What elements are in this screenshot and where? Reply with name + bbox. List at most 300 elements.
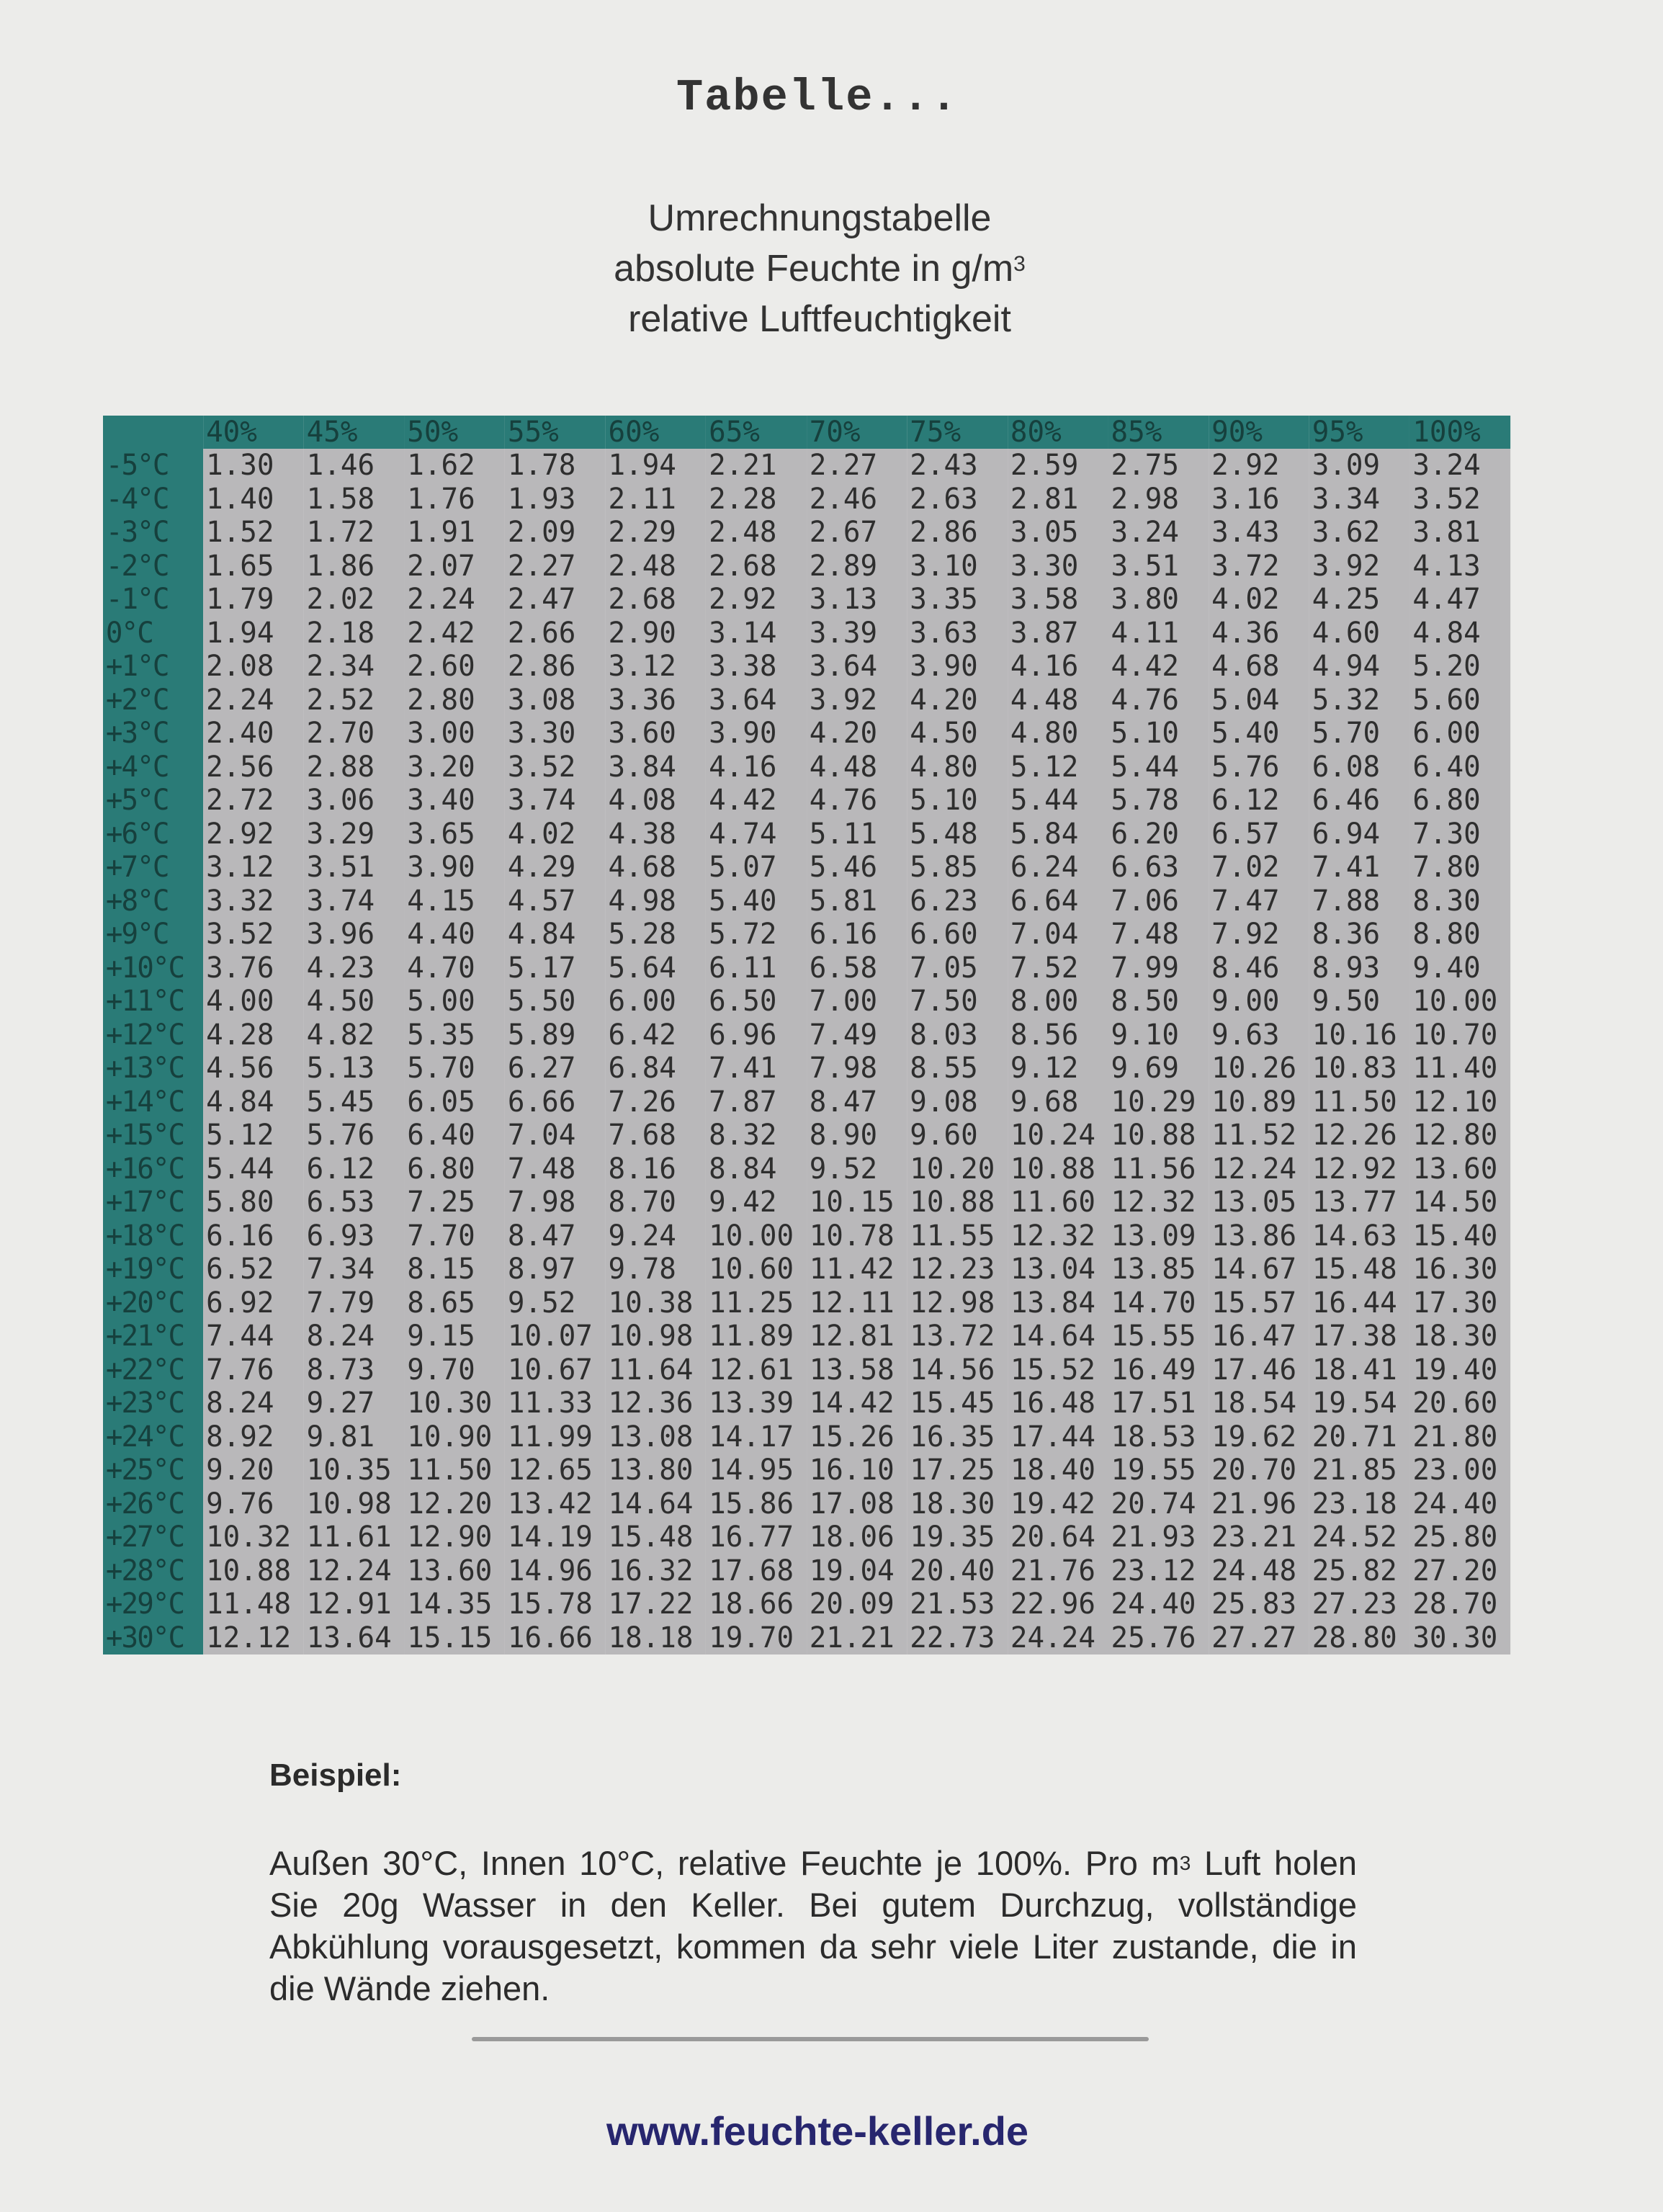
column-header: 80% xyxy=(1008,416,1108,449)
table-cell: 3.52 xyxy=(203,918,304,951)
table-cell: 17.46 xyxy=(1209,1353,1309,1387)
table-cell: 2.43 xyxy=(907,449,1008,483)
table-cell: 6.12 xyxy=(304,1152,405,1186)
example-text-part-2: Luft holen Sie 20g Wasser in den Keller. Bei gutem Durchzug, vollständige Abkühlung vorausgesetzt, kommen da sehr viele Liter zustande, die in die Wände ziehen. xyxy=(269,1844,1358,2007)
table-cell: 17.51 xyxy=(1108,1387,1209,1420)
table-cell: 10.30 xyxy=(404,1387,505,1420)
table-cell: 5.81 xyxy=(807,885,907,918)
table-cell: 4.94 xyxy=(1309,650,1410,684)
row-header-temperature: +8°C xyxy=(103,885,203,918)
table-cell: 6.12 xyxy=(1209,784,1309,818)
table-cell: 9.42 xyxy=(706,1186,807,1219)
table-cell: 19.62 xyxy=(1209,1420,1309,1454)
table-cell: 15.15 xyxy=(404,1621,505,1655)
row-header-temperature: +24°C xyxy=(103,1420,203,1454)
table-cell: 17.38 xyxy=(1309,1320,1410,1353)
table-cell: 1.62 xyxy=(404,449,505,483)
table-cell: 6.16 xyxy=(203,1219,304,1253)
table-row xyxy=(103,1353,1510,1387)
table-cell: 2.67 xyxy=(807,516,907,550)
table-cell: 12.10 xyxy=(1409,1085,1510,1119)
table-cell: 7.98 xyxy=(807,1052,907,1085)
table-cell: 3.51 xyxy=(304,851,405,885)
table-cell: 2.60 xyxy=(404,650,505,684)
table-cell: 9.68 xyxy=(1008,1085,1108,1119)
table-cell: 8.03 xyxy=(907,1018,1008,1052)
table-cell: 3.65 xyxy=(404,818,505,851)
table-cell: 12.23 xyxy=(907,1253,1008,1286)
table-cell: 7.25 xyxy=(404,1186,505,1219)
table-cell: 2.72 xyxy=(203,784,304,818)
table-cell: 19.04 xyxy=(807,1554,907,1588)
row-header-temperature: +1°C xyxy=(103,650,203,684)
table-cell: 3.80 xyxy=(1108,583,1209,617)
table-cell: 7.92 xyxy=(1209,918,1309,951)
table-cell: 6.58 xyxy=(807,951,907,985)
table-cell: 8.00 xyxy=(1008,985,1108,1018)
table-cell: 12.32 xyxy=(1108,1186,1209,1219)
table-cell: 21.21 xyxy=(807,1621,907,1655)
table-cell: 3.13 xyxy=(807,583,907,617)
table-row xyxy=(103,1420,1510,1454)
table-cell: 18.40 xyxy=(1008,1454,1108,1487)
table-cell: 6.40 xyxy=(1409,751,1510,784)
table-cell: 5.89 xyxy=(505,1018,606,1052)
row-header-temperature: +5°C xyxy=(103,784,203,818)
table-cell: 5.10 xyxy=(907,784,1008,818)
table-cell: 12.26 xyxy=(1309,1119,1410,1152)
table-row xyxy=(103,717,1510,751)
table-cell: 16.77 xyxy=(706,1521,807,1554)
table-cell: 6.64 xyxy=(1008,885,1108,918)
table-cell: 12.36 xyxy=(606,1387,707,1420)
table-cell: 18.18 xyxy=(606,1621,707,1655)
table-cell: 10.67 xyxy=(505,1353,606,1387)
table-cell: 8.90 xyxy=(807,1119,907,1152)
table-cell: 5.64 xyxy=(606,951,707,985)
table-cell: 11.50 xyxy=(1309,1085,1410,1119)
table-row xyxy=(103,1286,1510,1320)
table-cell: 2.21 xyxy=(706,449,807,483)
table-cell: 16.10 xyxy=(807,1454,907,1487)
table-cell: 15.57 xyxy=(1209,1286,1309,1320)
table-cell: 2.29 xyxy=(606,516,707,550)
table-cell: 7.41 xyxy=(706,1052,807,1085)
table-cell: 5.48 xyxy=(907,818,1008,851)
table-cell: 7.49 xyxy=(807,1018,907,1052)
table-cell: 3.84 xyxy=(606,751,707,784)
table-cell: 9.81 xyxy=(304,1420,405,1454)
table-cell: 6.23 xyxy=(907,885,1008,918)
table-cell: 14.17 xyxy=(706,1420,807,1454)
table-row xyxy=(103,784,1510,818)
table-cell: 11.52 xyxy=(1209,1119,1309,1152)
table-cell: 22.73 xyxy=(907,1621,1008,1655)
table-cell: 9.10 xyxy=(1108,1018,1209,1052)
table-cell: 4.02 xyxy=(1209,583,1309,617)
table-cell: 6.08 xyxy=(1309,751,1410,784)
table-cell: 13.39 xyxy=(706,1387,807,1420)
website-link[interactable]: www.feuchte-keller.de xyxy=(606,2108,1029,2154)
subtitle-line-1: Umrechnungstabelle xyxy=(647,197,992,239)
table-cell: 10.00 xyxy=(706,1219,807,1253)
row-header-temperature: +20°C xyxy=(103,1286,203,1320)
table-cell: 27.23 xyxy=(1309,1588,1410,1621)
table-row xyxy=(103,818,1510,851)
table-cell: 13.77 xyxy=(1309,1186,1410,1219)
table-cell: 1.72 xyxy=(304,516,405,550)
table-cell: 21.53 xyxy=(907,1588,1008,1621)
table-cell: 8.15 xyxy=(404,1253,505,1286)
table-cell: 1.78 xyxy=(505,449,606,483)
table-cell: 6.80 xyxy=(404,1152,505,1186)
table-cell: 3.38 xyxy=(706,650,807,684)
table-cell: 4.36 xyxy=(1209,617,1309,650)
table-row xyxy=(103,1521,1510,1554)
table-cell: 17.44 xyxy=(1008,1420,1108,1454)
table-cell: 3.76 xyxy=(203,951,304,985)
table-cell: 8.36 xyxy=(1309,918,1410,951)
table-row xyxy=(103,1152,1510,1186)
table-cell: 18.30 xyxy=(1409,1320,1510,1353)
table-cell: 14.63 xyxy=(1309,1219,1410,1253)
table-cell: 23.21 xyxy=(1209,1521,1309,1554)
table-cell: 6.40 xyxy=(404,1119,505,1152)
table-cell: 7.06 xyxy=(1108,885,1209,918)
table-cell: 7.48 xyxy=(505,1152,606,1186)
table-cell: 10.16 xyxy=(1309,1018,1410,1052)
table-cell: 4.76 xyxy=(1108,684,1209,717)
column-header: 65% xyxy=(706,416,807,449)
table-cell: 13.60 xyxy=(1409,1152,1510,1186)
table-cell: 1.91 xyxy=(404,516,505,550)
row-header-temperature: +25°C xyxy=(103,1454,203,1487)
table-cell: 13.04 xyxy=(1008,1253,1108,1286)
table-row xyxy=(103,1487,1510,1521)
table-cell: 5.12 xyxy=(203,1119,304,1152)
table-cell: 18.54 xyxy=(1209,1387,1309,1420)
table-cell: 2.59 xyxy=(1008,449,1108,483)
superscript-3: 3 xyxy=(1013,252,1026,276)
table-cell: 4.40 xyxy=(404,918,505,951)
table-cell: 16.49 xyxy=(1108,1353,1209,1387)
table-cell: 6.46 xyxy=(1309,784,1410,818)
table-cell: 3.52 xyxy=(1409,483,1510,516)
table-cell: 5.76 xyxy=(1209,751,1309,784)
table-cell: 4.48 xyxy=(807,751,907,784)
row-header-temperature: +30°C xyxy=(103,1621,203,1655)
table-cell: 2.27 xyxy=(807,449,907,483)
table-cell: 4.84 xyxy=(203,1085,304,1119)
table-cell: 11.40 xyxy=(1409,1052,1510,1085)
table-cell: 2.68 xyxy=(706,550,807,583)
table-cell: 3.16 xyxy=(1209,483,1309,516)
table-cell: 3.74 xyxy=(505,784,606,818)
table-cell: 18.41 xyxy=(1309,1353,1410,1387)
table-cell: 21.80 xyxy=(1409,1420,1510,1454)
table-cell: 27.27 xyxy=(1209,1621,1309,1655)
horizontal-divider xyxy=(472,2037,1149,2041)
table-cell: 2.27 xyxy=(505,550,606,583)
table-cell: 5.84 xyxy=(1008,818,1108,851)
table-cell: 9.52 xyxy=(505,1286,606,1320)
table-cell: 3.29 xyxy=(304,818,405,851)
table-cell: 8.73 xyxy=(304,1353,405,1387)
table-cell: 8.24 xyxy=(304,1320,405,1353)
table-cell: 21.96 xyxy=(1209,1487,1309,1521)
table-cell: 4.20 xyxy=(907,684,1008,717)
table-cell: 4.76 xyxy=(807,784,907,818)
table-cell: 4.16 xyxy=(1008,650,1108,684)
table-cell: 2.48 xyxy=(706,516,807,550)
table-cell: 25.80 xyxy=(1409,1521,1510,1554)
table-cell: 8.47 xyxy=(505,1219,606,1253)
table-cell: 21.93 xyxy=(1108,1521,1209,1554)
table-cell: 14.64 xyxy=(1008,1320,1108,1353)
table-cell: 2.24 xyxy=(404,583,505,617)
table-cell: 13.86 xyxy=(1209,1219,1309,1253)
table-cell: 16.35 xyxy=(907,1420,1008,1454)
table-cell: 12.12 xyxy=(203,1621,304,1655)
table-cell: 12.65 xyxy=(505,1454,606,1487)
table-cell: 13.58 xyxy=(807,1353,907,1387)
row-header-temperature: -1°C xyxy=(103,583,203,617)
table-cell: 18.30 xyxy=(907,1487,1008,1521)
table-cell: 20.60 xyxy=(1409,1387,1510,1420)
humidity-table-container xyxy=(103,416,1539,1654)
table-cell: 3.05 xyxy=(1008,516,1108,550)
table-cell: 9.70 xyxy=(404,1353,505,1387)
table-cell: 10.32 xyxy=(203,1521,304,1554)
column-header: 95% xyxy=(1309,416,1410,449)
table-cell: 3.62 xyxy=(1309,516,1410,550)
table-cell: 10.98 xyxy=(606,1320,707,1353)
table-cell: 6.05 xyxy=(404,1085,505,1119)
table-cell: 5.60 xyxy=(1409,684,1510,717)
column-header: 100% xyxy=(1409,416,1510,449)
table-cell: 7.05 xyxy=(907,951,1008,985)
table-cell: 19.35 xyxy=(907,1521,1008,1554)
table-cell: 18.53 xyxy=(1108,1420,1209,1454)
table-cell: 25.76 xyxy=(1108,1621,1209,1655)
table-cell: 6.27 xyxy=(505,1052,606,1085)
table-cell: 3.34 xyxy=(1309,483,1410,516)
table-cell: 8.46 xyxy=(1209,951,1309,985)
table-cell: 5.10 xyxy=(1108,717,1209,751)
table-cell: 17.08 xyxy=(807,1487,907,1521)
table-cell: 11.99 xyxy=(505,1420,606,1454)
table-cell: 11.48 xyxy=(203,1588,304,1621)
table-cell: 12.91 xyxy=(304,1588,405,1621)
table-cell: 27.20 xyxy=(1409,1554,1510,1588)
table-cell: 3.87 xyxy=(1008,617,1108,650)
table-cell: 12.80 xyxy=(1409,1119,1510,1152)
table-row xyxy=(103,751,1510,784)
row-header-temperature: 0°C xyxy=(103,617,203,650)
table-cell: 4.80 xyxy=(907,751,1008,784)
row-header-temperature: +16°C xyxy=(103,1152,203,1186)
table-cell: 3.12 xyxy=(203,851,304,885)
table-cell: 3.20 xyxy=(404,751,505,784)
table-cell: 18.06 xyxy=(807,1521,907,1554)
table-cell: 14.35 xyxy=(404,1588,505,1621)
table-cell: 1.94 xyxy=(606,449,707,483)
table-cell: 12.81 xyxy=(807,1320,907,1353)
table-cell: 3.10 xyxy=(907,550,1008,583)
table-cell: 1.30 xyxy=(203,449,304,483)
table-cell: 12.20 xyxy=(404,1487,505,1521)
table-cell: 1.46 xyxy=(304,449,405,483)
table-row xyxy=(103,1387,1510,1420)
row-header-temperature: +11°C xyxy=(103,985,203,1018)
table-cell: 11.42 xyxy=(807,1253,907,1286)
table-row xyxy=(103,483,1510,516)
table-cell: 12.90 xyxy=(404,1521,505,1554)
table-cell: 7.99 xyxy=(1108,951,1209,985)
table-cell: 9.15 xyxy=(404,1320,505,1353)
table-cell: 3.90 xyxy=(404,851,505,885)
table-cell: 10.88 xyxy=(907,1186,1008,1219)
table-cell: 5.04 xyxy=(1209,684,1309,717)
table-cell: 8.92 xyxy=(203,1420,304,1454)
row-header-temperature: +26°C xyxy=(103,1487,203,1521)
table-cell: 5.45 xyxy=(304,1085,405,1119)
table-cell: 4.84 xyxy=(505,918,606,951)
row-header-temperature: +21°C xyxy=(103,1320,203,1353)
table-cell: 25.82 xyxy=(1309,1554,1410,1588)
table-row xyxy=(103,1454,1510,1487)
table-cell: 7.34 xyxy=(304,1253,405,1286)
table-cell: 4.02 xyxy=(505,818,606,851)
table-cell: 6.50 xyxy=(706,985,807,1018)
page-title: Tabelle... xyxy=(676,72,959,123)
table-cell: 9.40 xyxy=(1409,951,1510,985)
table-cell: 8.93 xyxy=(1309,951,1410,985)
table-cell: 5.35 xyxy=(404,1018,505,1052)
table-cell: 18.66 xyxy=(706,1588,807,1621)
table-cell: 8.16 xyxy=(606,1152,707,1186)
table-cell: 2.70 xyxy=(304,717,405,751)
table-cell: 3.40 xyxy=(404,784,505,818)
table-cell: 2.09 xyxy=(505,516,606,550)
table-cell: 24.40 xyxy=(1108,1588,1209,1621)
table-cell: 8.80 xyxy=(1409,918,1510,951)
table-cell: 12.61 xyxy=(706,1353,807,1387)
row-header-temperature: +7°C xyxy=(103,851,203,885)
table-cell: 2.02 xyxy=(304,583,405,617)
table-cell: 12.24 xyxy=(1209,1152,1309,1186)
table-cell: 4.68 xyxy=(1209,650,1309,684)
table-cell: 4.98 xyxy=(606,885,707,918)
row-header-temperature: +6°C xyxy=(103,818,203,851)
table-cell: 20.40 xyxy=(907,1554,1008,1588)
table-cell: 9.00 xyxy=(1209,985,1309,1018)
example-heading: Beispiel: xyxy=(269,1757,402,1793)
table-cell: 4.20 xyxy=(807,717,907,751)
table-cell: 3.96 xyxy=(304,918,405,951)
table-cell: 13.05 xyxy=(1209,1186,1309,1219)
table-cell: 14.95 xyxy=(706,1454,807,1487)
table-cell: 7.68 xyxy=(606,1119,707,1152)
subtitle-line-3: relative Luftfeuchtigkeit xyxy=(628,298,1011,340)
table-cell: 7.80 xyxy=(1409,851,1510,885)
table-cell: 2.34 xyxy=(304,650,405,684)
table-row xyxy=(103,1554,1510,1588)
table-cell: 10.38 xyxy=(606,1286,707,1320)
table-cell: 3.09 xyxy=(1309,449,1410,483)
table-cell: 2.18 xyxy=(304,617,405,650)
table-cell: 2.48 xyxy=(606,550,707,583)
table-cell: 6.94 xyxy=(1309,818,1410,851)
table-cell: 6.63 xyxy=(1108,851,1209,885)
table-cell: 7.30 xyxy=(1409,818,1510,851)
row-header-temperature: +27°C xyxy=(103,1521,203,1554)
table-row xyxy=(103,1018,1510,1052)
table-cell: 5.12 xyxy=(1008,751,1108,784)
table-row xyxy=(103,851,1510,885)
table-cell: 16.66 xyxy=(505,1621,606,1655)
table-cell: 5.00 xyxy=(404,985,505,1018)
table-cell: 23.12 xyxy=(1108,1554,1209,1588)
table-cell: 10.90 xyxy=(404,1420,505,1454)
column-header: 60% xyxy=(606,416,707,449)
table-cell: 1.79 xyxy=(203,583,304,617)
column-header: 50% xyxy=(404,416,505,449)
table-cell: 10.24 xyxy=(1008,1119,1108,1152)
table-cell: 23.18 xyxy=(1309,1487,1410,1521)
table-row xyxy=(103,1085,1510,1119)
table-cell: 3.81 xyxy=(1409,516,1510,550)
table-cell: 7.02 xyxy=(1209,851,1309,885)
table-cell: 12.98 xyxy=(907,1286,1008,1320)
table-cell: 11.64 xyxy=(606,1353,707,1387)
table-cell: 13.84 xyxy=(1008,1286,1108,1320)
table-row xyxy=(103,1320,1510,1353)
table-cell: 1.65 xyxy=(203,550,304,583)
row-header-temperature: +14°C xyxy=(103,1085,203,1119)
table-cell: 2.63 xyxy=(907,483,1008,516)
table-cell: 10.98 xyxy=(304,1487,405,1521)
table-cell: 3.58 xyxy=(1008,583,1108,617)
table-cell: 1.40 xyxy=(203,483,304,516)
table-cell: 24.52 xyxy=(1309,1521,1410,1554)
table-cell: 8.30 xyxy=(1409,885,1510,918)
table-cell: 10.89 xyxy=(1209,1085,1309,1119)
table-cell: 4.16 xyxy=(706,751,807,784)
table-cell: 1.94 xyxy=(203,617,304,650)
table-cell: 4.11 xyxy=(1108,617,1209,650)
table-cell: 4.47 xyxy=(1409,583,1510,617)
table-cell: 7.47 xyxy=(1209,885,1309,918)
table-cell: 24.48 xyxy=(1209,1554,1309,1588)
table-cell: 2.86 xyxy=(907,516,1008,550)
table-cell: 15.52 xyxy=(1008,1353,1108,1387)
table-cell: 19.54 xyxy=(1309,1387,1410,1420)
row-header-temperature: +9°C xyxy=(103,918,203,951)
table-cell: 22.96 xyxy=(1008,1588,1108,1621)
table-cell: 8.47 xyxy=(807,1085,907,1119)
row-header-temperature: +4°C xyxy=(103,751,203,784)
table-cell: 2.28 xyxy=(706,483,807,516)
row-header-temperature: +28°C xyxy=(103,1554,203,1588)
table-cell: 7.76 xyxy=(203,1353,304,1387)
table-cell: 4.15 xyxy=(404,885,505,918)
table-cell: 7.98 xyxy=(505,1186,606,1219)
table-cell: 15.78 xyxy=(505,1588,606,1621)
table-cell: 19.70 xyxy=(706,1621,807,1655)
table-cell: 7.50 xyxy=(907,985,1008,1018)
table-cell: 7.41 xyxy=(1309,851,1410,885)
